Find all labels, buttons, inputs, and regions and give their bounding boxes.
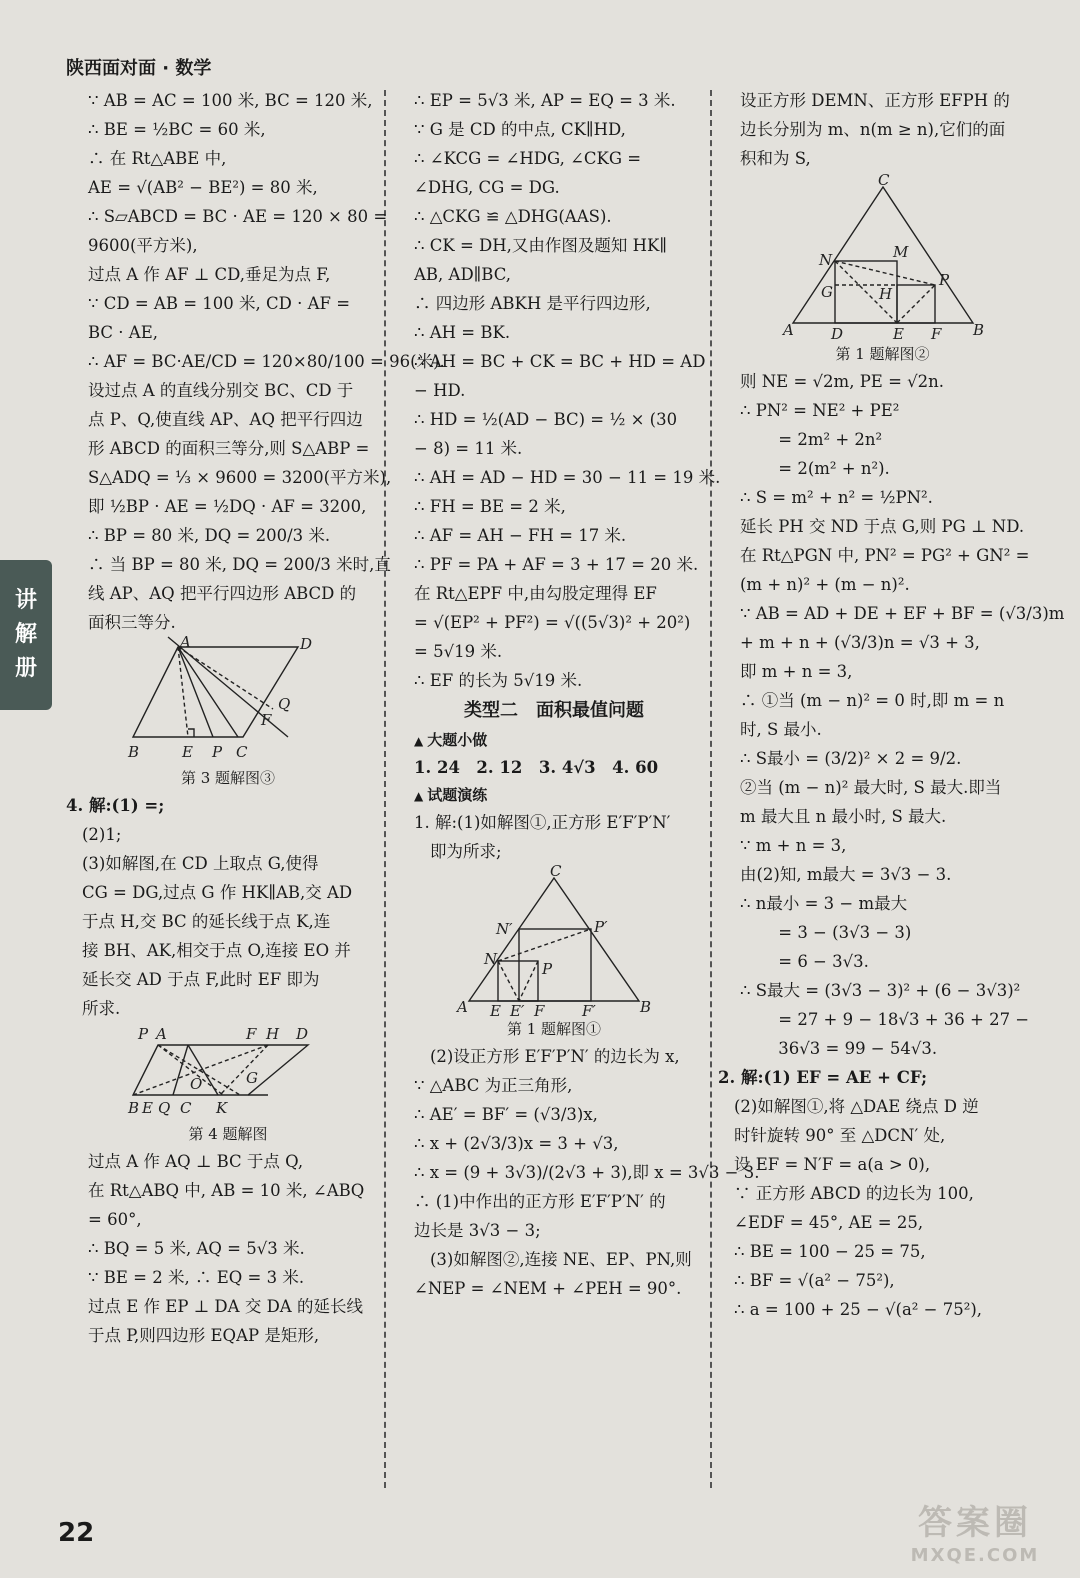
fig3-label-Q: Q bbox=[278, 695, 291, 713]
side-tab-char: 讲 bbox=[14, 588, 37, 613]
text-line: BC · AE, bbox=[88, 323, 158, 342]
text-line: ∴ BF = √(a² − 75²), bbox=[734, 1271, 895, 1290]
text-line: ∴ △CKG ≌ △DHG(AAS). bbox=[414, 207, 612, 226]
text-line: (2)设正方形 E′F′P′N′ 的边长为 x, bbox=[430, 1047, 680, 1066]
text-line: 点 P、Q,使直线 AP、AQ 把平行四边 bbox=[88, 410, 363, 429]
text-line: ∴ HD = ½(AD − BC) = ½ × (30 bbox=[414, 410, 678, 429]
text-line: ∠NEP = ∠NEM + ∠PEH = 90°. bbox=[414, 1279, 682, 1298]
fig4-label-C: C bbox=[180, 1099, 192, 1117]
text-line: ∵ G 是 CD 的中点, CK∥HD, bbox=[414, 120, 626, 139]
text-line: (3)如解图,在 CD 上取点 G,使得 bbox=[82, 854, 319, 873]
fig2-label-H: H bbox=[878, 285, 892, 303]
text-line: 1. 解:(1)如解图①,正方形 E′F′P′N′ bbox=[414, 813, 671, 832]
text-line: ∴ (1)中作出的正方形 E′F′P′N′ 的 bbox=[414, 1192, 666, 1211]
fig4-label-B: B bbox=[128, 1099, 140, 1117]
fig1-label-F: F bbox=[534, 1002, 545, 1020]
column-divider bbox=[710, 90, 712, 1488]
fig1-label-F-prime: F′ bbox=[582, 1002, 596, 1020]
text-line: 形 ABCD 的面积三等分,则 S△ABP = bbox=[88, 439, 370, 458]
text-line: 延长交 AD 于点 F,此时 EF 即为 bbox=[82, 970, 320, 989]
text-line: ∴ ①当 (m − n)² = 0 时,即 m = n bbox=[740, 691, 1005, 710]
text-line: S△ADQ = ⅓ × 9600 = 3200(平方米), bbox=[88, 468, 392, 487]
fig2-label-M: M bbox=[892, 243, 908, 261]
text-line: + m + n + (√3/3)n = √3 + 3, bbox=[740, 633, 980, 652]
text-line: ∴ x + (2√3/3)x = 3 + √3, bbox=[414, 1134, 619, 1153]
solution-block-q1-right bbox=[740, 367, 1065, 1063]
text-line: ∴ a = 100 + 25 − √(a² − 75²), bbox=[734, 1300, 983, 1319]
text-line: ∴ S = m² + n² = ½PN². bbox=[740, 488, 933, 507]
text-line: − 8) = 11 米. bbox=[414, 439, 523, 458]
text-line: 于点 H,交 BC 的延长线于点 K,连 bbox=[82, 912, 331, 931]
text-line: m 最大且 n 最小时, S 最大. bbox=[740, 807, 947, 826]
text-line: 在 Rt△PGN 中, PN² = PG² + GN² = bbox=[740, 546, 1030, 565]
text-line: ∴ BE = 100 − 25 = 75, bbox=[734, 1242, 926, 1261]
text-line: ∴ AF = BC·AE/CD = 120×80/100 = 96(米). bbox=[88, 352, 445, 371]
fig3-label-F: F bbox=[261, 711, 272, 729]
text-line: = 2m² + 2n² bbox=[740, 430, 883, 449]
text-line: ∴ S最大 = (3√3 − 3)² + (6 − 3√3)² bbox=[740, 981, 1021, 1000]
text-line: = 6 − 3√3. bbox=[740, 952, 869, 971]
text-line: 延长 PH 交 ND 于点 G,则 PG ⊥ ND. bbox=[740, 517, 1025, 536]
fig2-label-B: B bbox=[972, 321, 984, 339]
text-line: 积和为 S, bbox=[740, 149, 811, 168]
fig1-label-P-prime: P′ bbox=[594, 918, 608, 936]
section-title: 类型二 面积最值问题 bbox=[464, 700, 644, 721]
text-line: 即为所求; bbox=[430, 842, 502, 861]
text-line: ∠DHG, CG = DG. bbox=[414, 178, 560, 197]
fig2-label-D: D bbox=[830, 325, 843, 343]
text-line: ∵ BE = 2 米, ∴ EQ = 3 米. bbox=[88, 1268, 305, 1287]
fig1-label-A: A bbox=[457, 998, 468, 1016]
text-line: 所求. bbox=[82, 999, 121, 1018]
fig1-label-B: B bbox=[640, 998, 652, 1016]
text-line: = 27 + 9 − 18√3 + 36 + 27 − bbox=[740, 1010, 1030, 1029]
text-line: 则 NE = √2m, PE = √2n. bbox=[740, 372, 945, 391]
fig1-label-N: N bbox=[484, 950, 498, 968]
text-line: ∴ BE = ½BC = 60 米, bbox=[88, 120, 266, 139]
column-middle bbox=[414, 86, 760, 1303]
fig3-label-A: A bbox=[180, 633, 191, 651]
side-tab-char: 册 bbox=[14, 656, 37, 681]
text-line: ∵ m + n = 3, bbox=[740, 836, 847, 855]
text-line: 时针旋转 90° 至 △DCN′ 处, bbox=[734, 1126, 946, 1145]
subsection-title: ▲ 大题小做 bbox=[414, 727, 694, 753]
text-line: ∴ ∠KCG = ∠HDG, ∠CKG = bbox=[414, 149, 642, 168]
text-line: 9600(平方米), bbox=[88, 236, 198, 255]
column-right bbox=[718, 86, 1065, 1324]
text-line: ∴ 在 Rt△ABE 中, bbox=[88, 149, 227, 168]
text-line: 过点 A 作 AF ⊥ CD,垂足为点 F, bbox=[88, 265, 331, 284]
text-line: ∴ 四边形 ABKH 是平行四边形, bbox=[414, 294, 651, 313]
text-line: ∴ EP = 5√3 米, AP = EQ = 3 米. bbox=[414, 91, 676, 110]
figure-q1-diagram-2 bbox=[783, 173, 983, 341]
text-line: ∴ AH = BK. bbox=[414, 323, 511, 342]
fig4-label-E: E bbox=[142, 1099, 153, 1117]
fig2-label-N: N bbox=[818, 251, 832, 269]
page-header: 陕西面对面 · 数学 bbox=[66, 58, 212, 79]
figure-q1-diagram-1 bbox=[454, 862, 654, 1020]
text-line: ∵ 正方形 ABCD 的边长为 100, bbox=[734, 1184, 974, 1203]
text-line: ∵ AB = AD + DE + EF + BF = (√3/3)m bbox=[740, 604, 1065, 623]
fig1-label-C: C bbox=[550, 862, 562, 880]
watermark-url: MXQE.COM bbox=[910, 1545, 1040, 1566]
text-line: 即 m + n = 3, bbox=[740, 662, 853, 681]
column-divider bbox=[384, 90, 386, 1488]
text-line: 时, S 最小. bbox=[740, 720, 822, 739]
solution-block-q2 bbox=[718, 1063, 1025, 1324]
figure-caption: 第 1 题解图② bbox=[835, 345, 930, 363]
text-line: 过点 E 作 EP ⊥ DA 交 DA 的延长线 bbox=[88, 1297, 363, 1316]
fig1-label-E: E bbox=[490, 1002, 501, 1020]
text-line: ∴ S▱ABCD = BC · AE = 120 × 80 = bbox=[88, 207, 388, 226]
side-tab-char: 解 bbox=[14, 622, 37, 647]
fig3-label-C: C bbox=[236, 743, 248, 761]
text-line: 36√3 = 99 − 54√3. bbox=[740, 1039, 938, 1058]
text-line: ∴ PN² = NE² + PE² bbox=[740, 401, 900, 420]
text-line: 过点 A 作 AQ ⊥ BC 于点 Q, bbox=[88, 1152, 304, 1171]
page-number: 22 bbox=[58, 1518, 95, 1548]
text-line: AE = √(AB² − BE²) = 80 米, bbox=[88, 178, 318, 197]
text-line: AB, AD∥BC, bbox=[414, 265, 512, 284]
text-line: ∴ S最小 = (3/2)² × 2 = 9/2. bbox=[740, 749, 962, 768]
fig4-label-K: K bbox=[216, 1099, 228, 1117]
text-line: 边长是 3√3 − 3; bbox=[414, 1221, 541, 1240]
text-line: (2)1; bbox=[82, 825, 122, 844]
text-line: (3)如解图②,连接 NE、EP、PN,则 bbox=[430, 1250, 692, 1269]
fig2-label-F: F bbox=[930, 325, 941, 343]
subsection-title: ▲ 试题演练 bbox=[414, 782, 694, 808]
fig3-label-D: D bbox=[300, 635, 313, 653]
text-line: 线 AP、AQ 把平行四边形 ABCD 的 bbox=[88, 584, 357, 603]
text-line: ∠EDF = 45°, AE = 25, bbox=[734, 1213, 924, 1232]
figure-caption: 第 3 题解图③ bbox=[180, 769, 276, 787]
fig2-label-A: A bbox=[782, 321, 794, 339]
figure-caption: 第 4 题解图 bbox=[188, 1125, 268, 1143]
solution-block-q4-cont bbox=[88, 1147, 368, 1350]
answers-line: 1. 24 2. 12 3. 4√3 4. 60 bbox=[414, 758, 659, 777]
text-line: 设正方形 DEMN、正方形 EFPH 的 bbox=[740, 91, 1010, 110]
text-line: ∴ CK = DH,又由作图及题知 HK∥ bbox=[414, 236, 667, 255]
text-line: ∴ AE′ = BF′ = (√3/3)x, bbox=[414, 1105, 598, 1124]
fig4-label-F: F bbox=[246, 1025, 257, 1043]
fig1-label-N-prime: N′ bbox=[496, 920, 513, 938]
text-line: 2. 解:(1) EF = AE + CF; bbox=[718, 1068, 928, 1087]
text-line: ∴ n最小 = 3 − m最大 bbox=[740, 894, 908, 913]
text-line: (m + n)² + (m − n)². bbox=[740, 575, 910, 594]
text-line: 设过点 A 的直线分别交 BC、CD 于 bbox=[88, 381, 354, 400]
solution-block-q4 bbox=[66, 791, 368, 1023]
fig3-label-E: E bbox=[182, 743, 193, 761]
solution-block-q4-end bbox=[414, 86, 721, 695]
fig4-label-D: D bbox=[296, 1025, 309, 1043]
fig4-label-Q: Q bbox=[158, 1099, 171, 1117]
text-line: 由(2)知, m最大 = 3√3 − 3. bbox=[740, 865, 952, 884]
fig4-label-O: O bbox=[190, 1075, 203, 1093]
text-line: ∴ AH = BC + CK = BC + HD = AD bbox=[414, 352, 706, 371]
watermark-logo-text: 答案圈 bbox=[918, 1503, 1032, 1543]
text-line: = 60°, bbox=[88, 1210, 142, 1229]
watermark bbox=[890, 1500, 1060, 1572]
text-line: = 2(m² + n²). bbox=[740, 459, 890, 478]
fig4-label-P: P bbox=[138, 1025, 149, 1043]
text-line: ∵ CD = AB = 100 米, CD · AF = bbox=[88, 294, 351, 313]
text-line: ∴ FH = BE = 2 米, bbox=[414, 497, 566, 516]
text-line: ∴ PF = PA + AF = 3 + 17 = 20 米. bbox=[414, 555, 699, 574]
solution-block-q1 bbox=[414, 1042, 760, 1303]
fig4-label-H: H bbox=[266, 1025, 280, 1043]
text-line: 设 EF = N′F = a(a > 0), bbox=[734, 1155, 931, 1174]
text-line: 面积三等分. bbox=[88, 613, 176, 632]
text-line: CG = DG,过点 G 作 HK∥AB,交 AD bbox=[82, 883, 353, 902]
fig3-label-P: P bbox=[212, 743, 223, 761]
fig4-label-A: A bbox=[156, 1025, 167, 1043]
side-tab bbox=[0, 560, 52, 710]
text-line: ∴ EF 的长为 5√19 米. bbox=[414, 671, 583, 690]
text-line: 在 Rt△ABQ 中, AB = 10 米, ∠ABQ bbox=[88, 1181, 365, 1200]
fig4-label-G: G bbox=[246, 1069, 258, 1087]
text-line: ∴ BQ = 5 米, AQ = 5√3 米. bbox=[88, 1239, 305, 1258]
text-line: ∵ △ABC 为正三角形, bbox=[414, 1076, 573, 1095]
figure-caption: 第 1 题解图① bbox=[506, 1020, 602, 1038]
text-line: ②当 (m − n)² 最大时, S 最大.即当 bbox=[740, 778, 1002, 797]
fig1-label-P: P bbox=[542, 960, 553, 978]
fig1-label-E-prime: E′ bbox=[510, 1002, 525, 1020]
text-line: 4. 解:(1) =; bbox=[66, 796, 165, 815]
text-line: ∴ AH = AD − HD = 30 − 11 = 19 米. bbox=[414, 468, 721, 487]
text-line: ∴ 当 BP = 80 米, DQ = 200/3 米时,直 bbox=[88, 555, 391, 574]
text-line: ∴ AF = AH − FH = 17 米. bbox=[414, 526, 627, 545]
fig3-label-B: B bbox=[128, 743, 140, 761]
text-line: 即 ½BP · AE = ½DQ · AF = 3200, bbox=[88, 497, 367, 516]
text-line: 接 BH、AK,相交于点 O,连接 EO 并 bbox=[82, 941, 351, 960]
text-line: 在 Rt△EPF 中,由勾股定理得 EF bbox=[414, 584, 657, 603]
fig2-label-E: E bbox=[892, 325, 904, 343]
text-line: 于点 P,则四边形 EQAP 是矩形, bbox=[88, 1326, 320, 1345]
text-line: = 5√19 米. bbox=[414, 642, 503, 661]
figure-q3-diagram bbox=[128, 633, 328, 765]
text-line: ∴ x = (9 + 3√3)/(2√3 + 3),即 x = 3√3 − 3. bbox=[414, 1163, 760, 1182]
text-line: (2)如解图①,将 △DAE 绕点 D 逆 bbox=[734, 1097, 979, 1116]
fig2-label-G: G bbox=[820, 283, 833, 301]
text-line: = 3 − (3√3 − 3) bbox=[740, 923, 912, 942]
fig2-label-C: C bbox=[877, 171, 889, 189]
text-line: ∵ AB = AC = 100 米, BC = 120 米, bbox=[88, 91, 373, 110]
text-line: ∴ BP = 80 米, DQ = 200/3 米. bbox=[88, 526, 331, 545]
figure-q4-diagram bbox=[128, 1023, 328, 1121]
text-line: − HD. bbox=[414, 381, 466, 400]
text-line: 边长分别为 m、n(m ≥ n),它们的面 bbox=[740, 120, 1006, 139]
text-line: = √(EP² + PF²) = √((5√3)² + 20²) bbox=[414, 613, 691, 632]
column-left bbox=[66, 86, 445, 1350]
fig2-label-P: P bbox=[938, 271, 949, 289]
